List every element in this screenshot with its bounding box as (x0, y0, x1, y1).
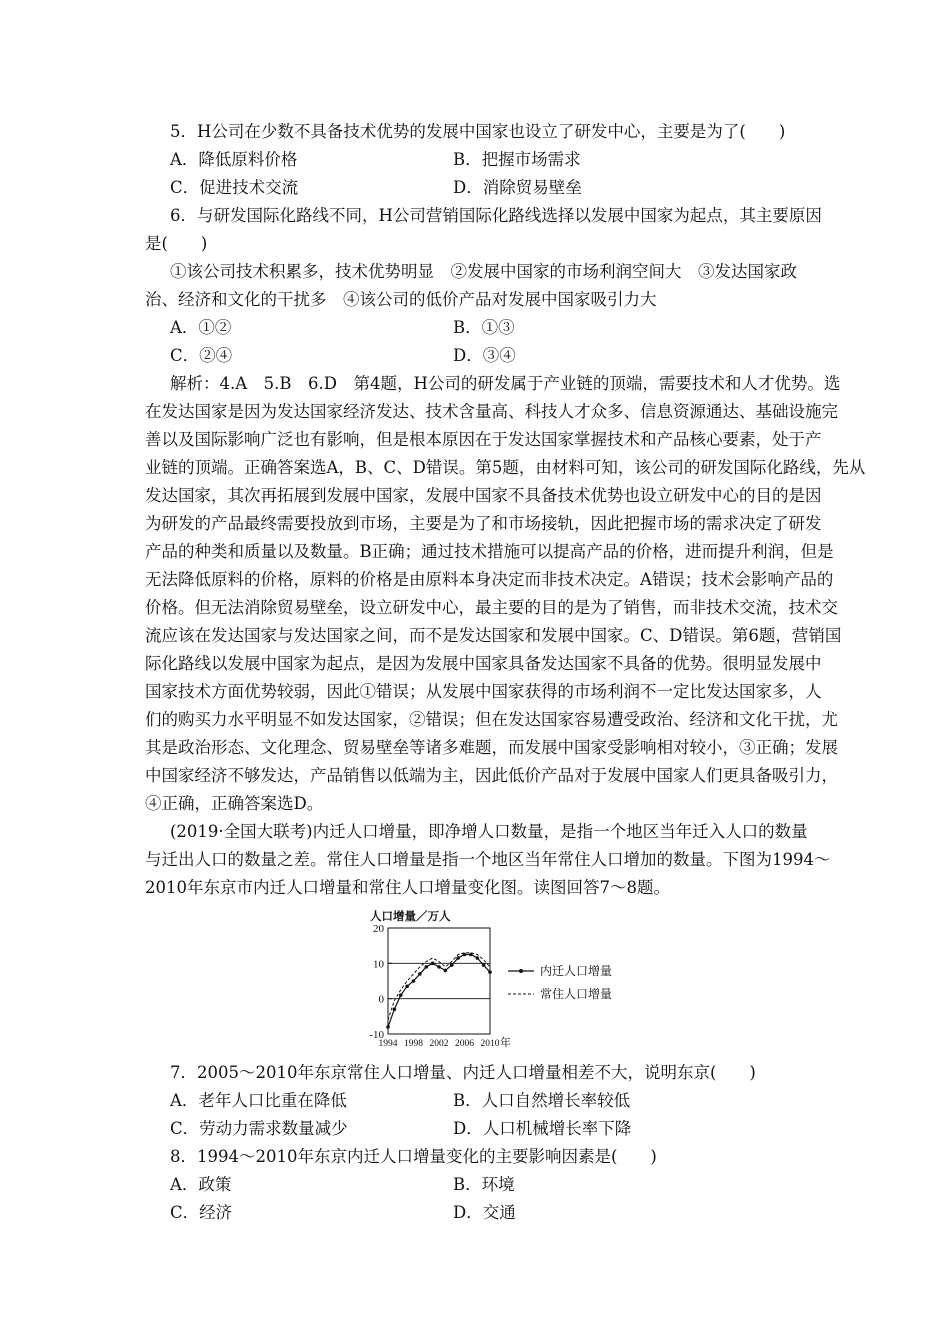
y-axis-label: 人口增量／万人 (370, 911, 451, 923)
data-point (424, 965, 428, 969)
material-line: 与迁出人口的数量之差。常住人口增量是指一个地区当年常住人口增加的数量。下图为1994～ (145, 850, 831, 869)
data-point (450, 963, 454, 967)
y-tick-label: -10 (369, 1029, 384, 1041)
q5-option-d: D．消除贸易壁垒 (453, 178, 582, 197)
y-tick-label: 20 (373, 923, 384, 935)
legend-label-migration: 内迁人口增量 (540, 964, 613, 978)
q5-option-b: B．把握市场需求 (453, 150, 581, 169)
analysis-line: 流应该在发达国家与发达国家之间，而不是发达国家和发展中国家。C、D错误。第6题，营销国 (145, 626, 842, 645)
data-point (444, 969, 448, 973)
population-chart (340, 898, 640, 1058)
q6-options-line2: 治、经济和文化的干扰多 ④该公司的低价产品对发展中国家吸引力大 (145, 290, 657, 309)
data-point (431, 962, 435, 966)
analysis-line: 无法降低原料的价格，原料的价格是由原料本身决定而非技术决定。A错误；技术会影响产品的 (145, 570, 834, 589)
data-point (437, 965, 441, 969)
q7-stem: 7．2005～2010年东京常住人口增量、内迁人口增量相差不大，说明东京( ) (170, 1063, 756, 1082)
q6-stem-line2: 是( ) (145, 234, 208, 253)
q6-option-c: C．②④ (170, 346, 233, 365)
analysis-line: 其是政治形态、文化理念、贸易壁垒等诸多难题，而发展中国家受影响相对较小，③正确；发展 (145, 738, 838, 757)
q6-option-a: A．①② (170, 318, 232, 337)
q5-option-c: C．促进技术交流 (170, 178, 299, 197)
data-point (386, 1025, 390, 1029)
analysis-line: 国家技术方面优势较弱，因此①错误；从发展中国家获得的市场利润不一定比发达国家多，人 (145, 682, 822, 701)
data-point (456, 956, 460, 960)
analysis-line: 善以及国际影响广泛也有影响，但是根本原因在于发达国家掌握技术和产品核心要素，处于产 (145, 430, 822, 449)
q8-option-d: D．交通 (453, 1203, 516, 1222)
data-point (475, 956, 479, 960)
analysis-line: 中国家经济不够发达，产品销售以低端为主，因此低价产品对于发展中国家人们更具备吸引力， (145, 766, 838, 785)
analysis-line: 发达国家，其次再拓展到发展中国家，发展中国家不具备技术优势也设立研发中心的目的是因 (145, 486, 822, 505)
data-point (405, 985, 409, 989)
data-point (412, 979, 416, 983)
y-tick-label: 10 (373, 958, 384, 971)
q5-option-a: A．降低原料价格 (170, 150, 298, 169)
q6-option-d: D．③④ (453, 346, 516, 365)
x-tick-label: 2010 (480, 1039, 500, 1049)
q8-option-b: B．环境 (453, 1175, 515, 1194)
x-axis-label: 年 (500, 1037, 511, 1049)
data-point (488, 970, 492, 974)
data-point (482, 963, 486, 967)
analysis-line: 解析：4.A 5.B 6.D 第4题，H公司的研发属于产业链的顶端，需要技术和人才优势。选 (170, 374, 841, 393)
x-tick-label: 2002 (429, 1039, 449, 1049)
series-line-resident (388, 953, 490, 1020)
q8-option-c: C．经济 (170, 1203, 233, 1222)
q7-option-c: C．劳动力需求数量减少 (170, 1119, 348, 1138)
x-tick-label: 2006 (455, 1039, 474, 1049)
q7-option-a: A．老年人口比重在降低 (170, 1091, 347, 1110)
y-tick-label: 0 (378, 993, 384, 1006)
x-tick-label: 1998 (404, 1039, 423, 1049)
q6-stem-line1: 6．与研发国际化路线不同，H公司营销国际化路线选择以发展中国家为起点，其主要原因 (170, 206, 822, 225)
population-chart-svg (340, 898, 640, 1058)
analysis-line: 际化路线以发展中国家为起点，是因为发展中国家具备发达国家不具备的优势。很明显发展中 (145, 654, 822, 673)
analysis-line: 为研发的产品最终需要投放到市场，主要是为了和市场接轨，因此把握市场的需求决定了研发 (145, 514, 822, 533)
analysis-line: 价格。但无法消除贸易壁垒，设立研发中心，最主要的目的是为了销售，而非技术交流，技术交 (145, 598, 838, 617)
data-point (393, 1007, 397, 1011)
data-point (418, 972, 422, 976)
analysis-line: ④正确，正确答案选D。 (145, 794, 324, 813)
analysis-line: 在发达国家是因为发达国家经济发达、技术含量高、科技人才众多、信息资源通达、基础设施完 (145, 402, 838, 421)
q6-options-line1: ①该公司技术积累多，技术优势明显 ②发展中国家的市场利润空间大 ③发达国家政 (170, 262, 797, 281)
legend-label-resident: 常住人口增量 (540, 987, 613, 1001)
analysis-line: 产品的种类和质量以及数量。B正确；通过技术措施可以提高产品的价格，进而提升利润，但是 (145, 542, 834, 561)
legend-marker-migration (519, 969, 523, 973)
plot-frame (388, 928, 490, 1034)
q7-option-d: D．人口机械增长率下降 (453, 1119, 632, 1138)
analysis-line: 们的购买力水平明显不如发达国家，②错误；但在发达国家容易遭受政治、经济和文化干扰，尤 (145, 710, 838, 729)
material-line: 2010年东京市内迁人口增量和常住人口增量变化图。读图回答7～8题。 (145, 878, 670, 897)
x-tick-label: 1994 (378, 1039, 398, 1049)
analysis-line: 业链的顶端。正确答案选A，B、C、D错误。第5题，由材料可知，该公司的研发国际化路线，先从 (145, 458, 866, 477)
q6-option-b: B．①③ (453, 318, 515, 337)
material-line: (2019·全国大联考)内迁人口增量，即净增人口数量，是指一个地区当年迁入人口的数量 (170, 822, 808, 841)
q8-option-a: A．政策 (170, 1175, 232, 1194)
q5-stem: 5．H公司在少数不具备技术优势的发展中国家也设立了研发中心，主要是为了( ) (170, 122, 786, 141)
q8-stem: 8．1994～2010年东京内迁人口增量变化的主要影响因素是( ) (170, 1147, 657, 1166)
data-point (399, 993, 403, 997)
q7-option-b: B．人口自然增长率较低 (453, 1091, 631, 1110)
